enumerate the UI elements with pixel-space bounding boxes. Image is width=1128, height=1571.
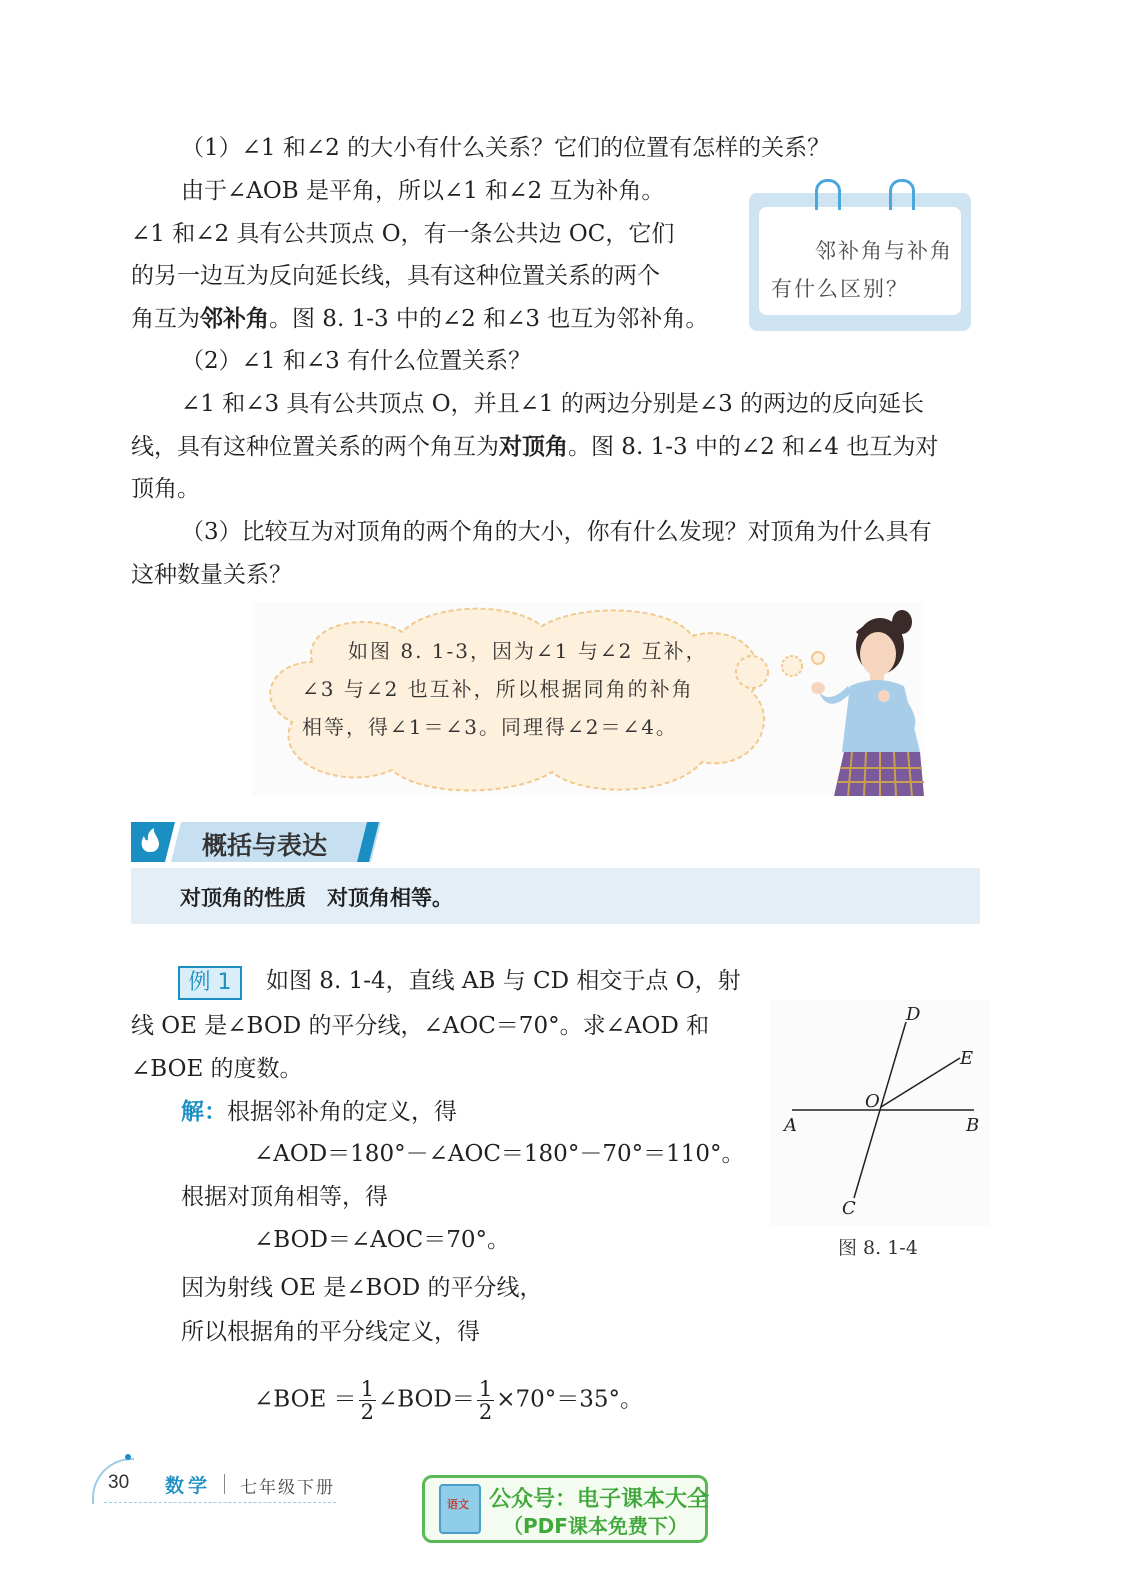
question-3-line1: （3）比较互为对顶角的两个角的大小，你有什么发现？对顶角为什么具有 (181, 519, 932, 545)
para1-line3: 的另一边互为反向延长线，具有这种位置关系的两个 (131, 263, 660, 289)
solution-step4: ∠BOD＝∠AOC＝70°。 (254, 1227, 510, 1253)
solution-step5: 因为射线 OE 是∠BOD 的平分线， (181, 1275, 543, 1301)
section-title: 概括与表达 (202, 831, 328, 860)
para1-line2: ∠1 和∠2 具有公共顶点 O，有一条公共边 OC，它们 (131, 221, 675, 247)
figure-caption: 图 8. 1-4 (838, 1237, 918, 1259)
footer-subject: 数学 (165, 1475, 212, 1497)
label-c: C (842, 1198, 856, 1219)
fraction-numerator: 1 (478, 1377, 493, 1401)
para2-line2-post: 。图 8. 1-3 中的∠2 和∠4 也互为对 (568, 434, 939, 460)
watermark-line2: （PDF课本免费下） (503, 1514, 688, 1538)
fraction-denominator: 2 (478, 1400, 493, 1424)
label-o: O (865, 1091, 880, 1112)
book-icon (439, 1484, 481, 1534)
figure-8-1-4 (770, 1000, 990, 1226)
footer-grade: 七年级下册 (240, 1478, 335, 1498)
property-text: 对顶角的性质 对顶角相等。 (180, 886, 453, 910)
girl-illustration (811, 610, 924, 796)
footer-dot (125, 1454, 131, 1460)
ring-icon (889, 179, 915, 210)
label-a: A (784, 1115, 797, 1136)
solution-line1 (181, 1097, 457, 1127)
para2-line2-pre: 线，具有这种位置关系的两个角互为 (131, 434, 499, 460)
keyword-adjacent-supplementary: 邻补角 (200, 306, 269, 332)
fraction-one-half (359, 1378, 376, 1423)
watermark-badge (422, 1475, 708, 1543)
step7-part-a: ∠BOE ＝ (254, 1386, 357, 1413)
footer-dotted-rule (104, 1502, 336, 1503)
book-icon-label: 语文 (447, 1498, 469, 1511)
example-line2: 线 OE 是∠BOD 的平分线，∠AOC＝70°。求∠AOD 和 (131, 1013, 710, 1039)
step7-part-b: ∠BOD＝ (377, 1386, 475, 1413)
example-line3: ∠BOE 的度数。 (131, 1056, 303, 1082)
solution-step3: 根据对顶角相等，得 (181, 1184, 388, 1210)
keyword-vertical-angles: 对顶角 (499, 434, 568, 460)
note-line2: 有什么区别？ (771, 277, 909, 301)
note-line1: 邻补角与补角 (815, 239, 953, 263)
cloud-line2: ∠3 与∠2 也互补，所以根据同角的补角 (302, 677, 694, 701)
para1-line4-pre: 角互为 (131, 306, 200, 332)
fraction-denominator: 2 (360, 1400, 374, 1424)
watermark-line1: 公众号：电子课本大全 (489, 1487, 710, 1512)
para2-line2 (131, 432, 938, 462)
solution-step2: ∠AOD＝180°－∠AOC＝180°－70°＝110°。 (254, 1141, 745, 1167)
page-number: 30 (108, 1472, 130, 1493)
para2-line1: ∠1 和∠3 具有公共顶点 O，并且∠1 的两边分别是∠3 的两边的反向延长 (181, 391, 925, 417)
para1-line4 (131, 304, 708, 334)
solution-label: 解： (181, 1099, 227, 1125)
fraction-numerator: 1 (360, 1377, 374, 1401)
cloud-line3: 相等，得∠1＝∠3。同理得∠2＝∠4。 (302, 715, 678, 739)
thought-illustration (252, 602, 924, 796)
solution-step7 (254, 1378, 643, 1423)
para2-line3: 顶角。 (131, 476, 200, 502)
solution-step1: 根据邻补角的定义，得 (227, 1099, 457, 1125)
example-tag: 例 1 (178, 966, 242, 1000)
para1-line4-post: 。图 8. 1-3 中的∠2 和∠3 也互为邻补角。 (269, 306, 709, 332)
note-card (749, 193, 971, 331)
para1-line1: 由于∠AOB 是平角，所以∠1 和∠2 互为补角。 (181, 178, 665, 204)
ring-icon (815, 179, 841, 210)
footer-separator (224, 1474, 225, 1494)
example-line1: 如图 8. 1-4，直线 AB 与 CD 相交于点 O，射 (266, 968, 741, 994)
question-1: （1）∠1 和∠2 的大小有什么关系？它们的位置有怎样的关系？ (181, 135, 831, 161)
label-d: D (906, 1004, 921, 1025)
cloud-line1: 如图 8. 1-3，因为∠1 与∠2 互补， (348, 639, 708, 663)
label-b: B (966, 1115, 980, 1136)
step7-part-c: ×70°＝35°。 (496, 1386, 644, 1413)
question-2: （2）∠1 和∠3 有什么位置关系？ (181, 348, 532, 374)
fraction-one-half (477, 1378, 494, 1423)
question-3-line2: 这种数量关系？ (131, 562, 292, 588)
label-e: E (960, 1048, 974, 1069)
solution-step6: 所以根据角的平分线定义，得 (181, 1319, 480, 1345)
